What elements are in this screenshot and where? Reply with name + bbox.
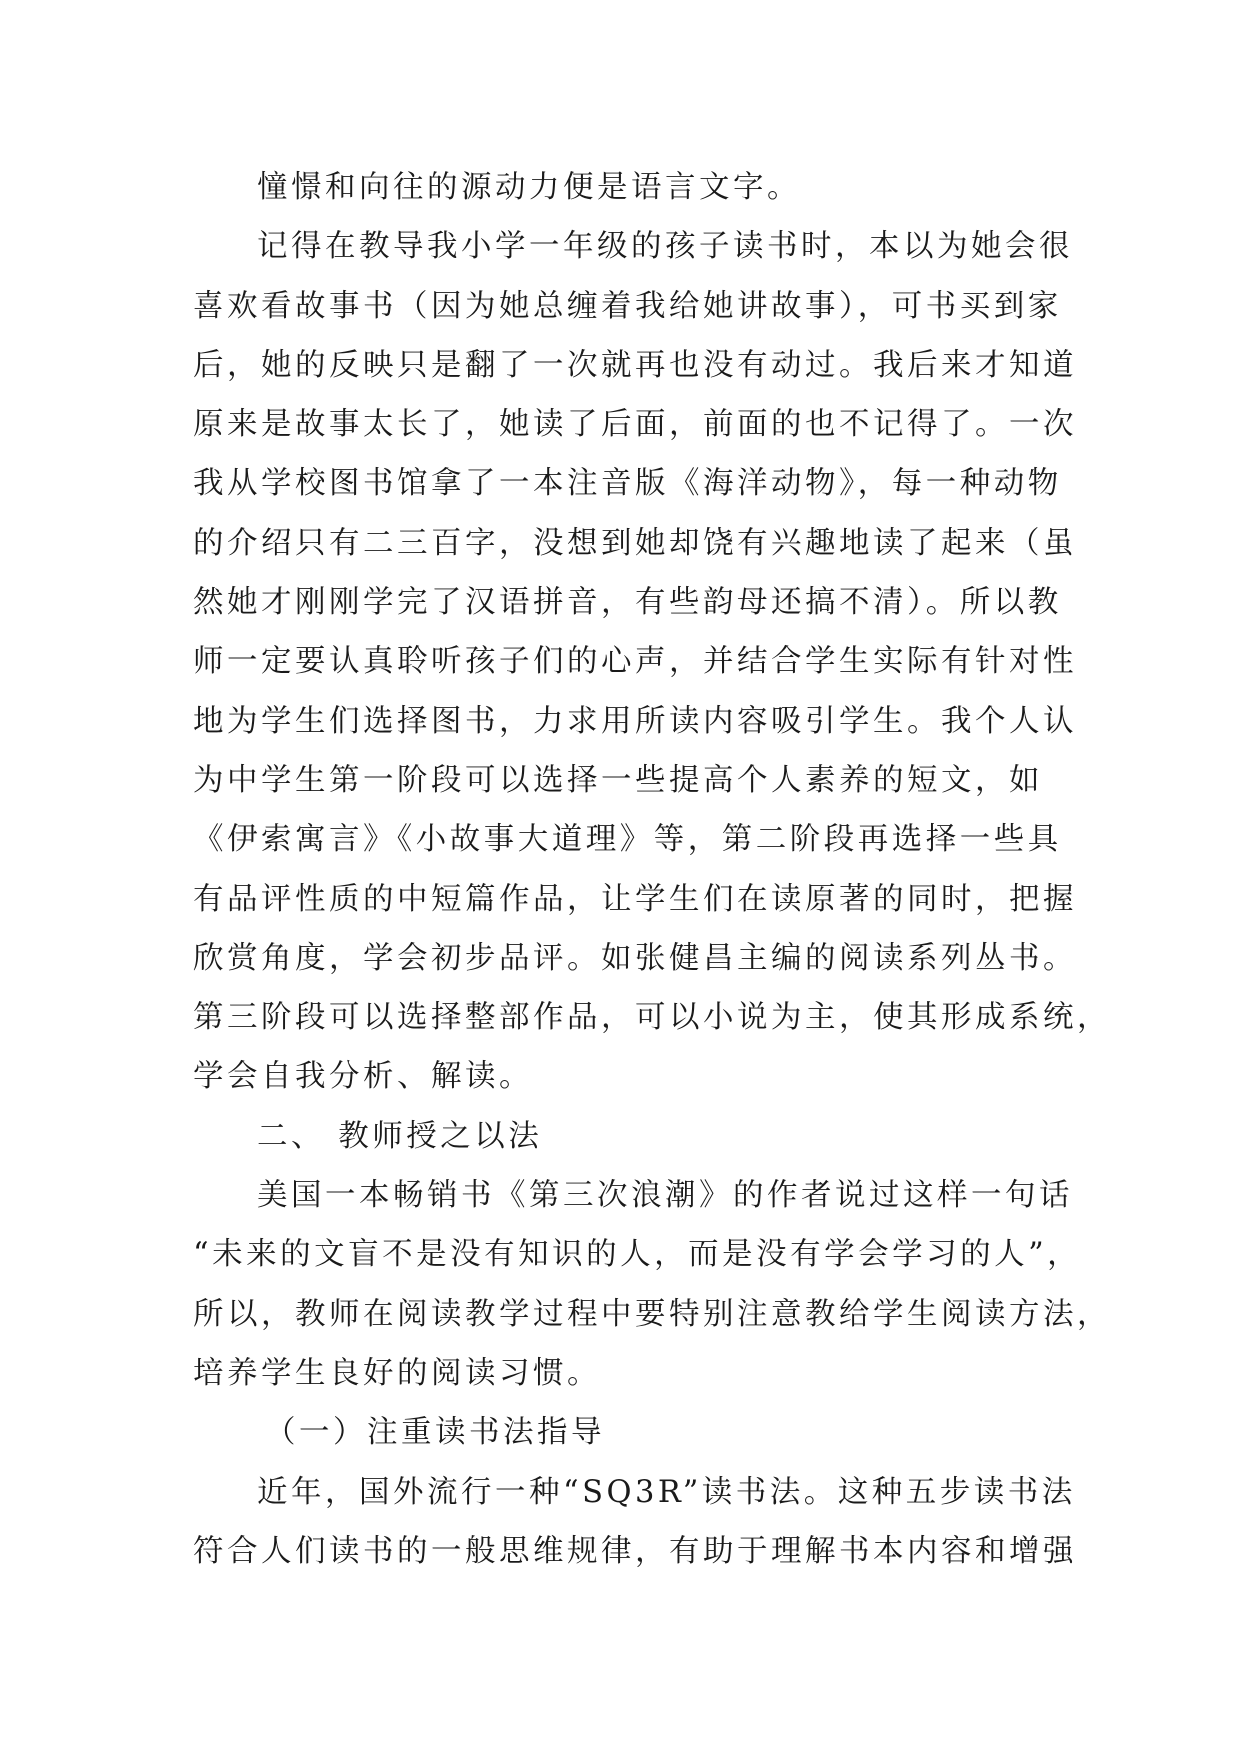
text-line: 符合人们读书的一般思维规律，有助于理解书本内容和增强 bbox=[193, 1533, 1077, 1569]
text-line: 然她才刚刚学完了汉语拼音，有些韵母还搞不清）。所以教 bbox=[193, 585, 1062, 621]
text-line: 记得在教导我小学一年级的孩子读书时，本以为她会很 bbox=[257, 229, 1073, 265]
text-line: 学会自我分析、解读。 bbox=[193, 1059, 533, 1095]
text-line: 为中学生第一阶段可以选择一些提高个人素养的短文，如 bbox=[193, 762, 1043, 798]
text-line: 有品评性质的中短篇作品，让学生们在读原著的同时，把握 bbox=[193, 881, 1077, 917]
text-line: 美国一本畅销书《第三次浪潮》的作者说过这样一句话 bbox=[257, 1178, 1073, 1214]
text-line: 原来是故事太长了，她读了后面，前面的也不记得了。一次 bbox=[193, 407, 1077, 443]
text-line: 所以，教师在阅读教学过程中要特别注意教给学生阅读方法， bbox=[193, 1296, 1111, 1332]
text-line: 培养学生良好的阅读习惯。 bbox=[193, 1355, 601, 1391]
section-heading: 二、 教师授之以法 bbox=[257, 1118, 543, 1154]
text-line: 的介绍只有二三百字，没想到她却饶有兴趣地读了起来（虽 bbox=[193, 525, 1077, 561]
text-line: 喜欢看故事书（因为她总缠着我给她讲故事），可书买到家 bbox=[193, 288, 1062, 324]
text-line: 憧憬和向往的源动力便是语言文字。 bbox=[257, 170, 801, 205]
text-line: 《伊索寓言》《小故事大道理》等，第二阶段再选择一些具 bbox=[193, 822, 1062, 858]
text-line: 近年，国外流行一种“SQ3R”读书法。这种五步读书法 bbox=[257, 1474, 1076, 1510]
text-line: 后，她的反映只是翻了一次就再也没有动过。我后来才知道 bbox=[193, 347, 1077, 383]
text-line: 我从学校图书馆拿了一本注音版《海洋动物》，每一种动物 bbox=[193, 466, 1062, 502]
text-line: 地为学生们选择图书，力求用所读内容吸引学生。我个人认 bbox=[193, 703, 1077, 739]
text-line: “未来的文盲不是没有知识的人，而是没有学会学习的人”， bbox=[193, 1237, 1082, 1273]
text-line: 欣赏角度，学会初步品评。如张健昌主编的阅读系列丛书。 bbox=[193, 940, 1077, 976]
body-text bbox=[193, 158, 1111, 1581]
subsection-heading: （一）注重读书法指导 bbox=[265, 1415, 605, 1451]
text-line: 第三阶段可以选择整部作品，可以小说为主，使其形成系统， bbox=[193, 1000, 1111, 1036]
text-line: 师一定要认真聆听孩子们的心声，并结合学生实际有针对性 bbox=[193, 644, 1077, 680]
